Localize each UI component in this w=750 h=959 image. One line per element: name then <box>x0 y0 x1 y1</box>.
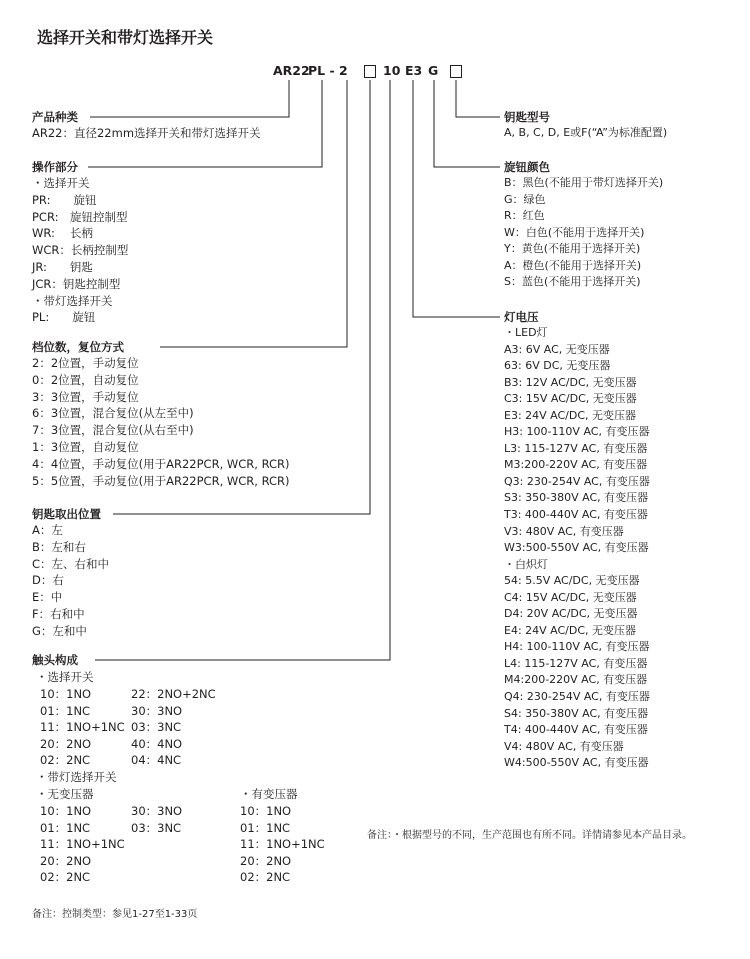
operation-heading: 操作部分 <box>32 160 78 174</box>
voltage-line: L4: 115-127V AC, 有变压器 <box>504 656 648 670</box>
section-voltage <box>504 309 650 772</box>
voltage-line: S3: 350-380V AC, 有变压器 <box>504 491 649 505</box>
knobcolor-line: R：红色 <box>504 209 545 223</box>
key-line: A：左 <box>32 523 63 537</box>
contact-cell: 11：1NO+1NC <box>40 720 125 735</box>
voltage-line: E4: 24V AC/DC, 无变压器 <box>504 623 637 637</box>
operation-line: ・带灯选择开关 <box>32 293 113 308</box>
voltage-line: 54: 5.5V AC/DC, 无变压器 <box>504 574 640 588</box>
operation-line: PR: 旋钮 <box>32 192 97 207</box>
voltage-line: B3: 12V AC/DC, 无变压器 <box>504 375 637 389</box>
knobcolor-line: G：绿色 <box>504 192 546 206</box>
position-line: 7：3位置，混合复位(从右至中) <box>32 423 194 438</box>
key-line: E：中 <box>32 590 63 605</box>
operation-line: WR: 长柄 <box>32 226 94 241</box>
voltage-line: A3: 6V AC, 无变压器 <box>504 342 610 356</box>
position-line: 6：3位置，混合复位(从左至中) <box>32 406 194 421</box>
contact-cell: 20：2NO <box>40 853 92 868</box>
voltage-line: M4:200-220V AC, 有变压器 <box>504 673 648 687</box>
page-title: 选择开关和带灯选择开关 <box>37 28 214 47</box>
position-line: 2：2位置，手动复位 <box>32 356 139 370</box>
contact-cell: 20：2NO <box>240 853 292 868</box>
contact-cell: 01：1NC <box>40 820 91 835</box>
code-series: AR22 <box>273 63 310 78</box>
voltage-line: Q4: 230-254V AC, 有变压器 <box>504 690 650 704</box>
section-keytype <box>504 109 667 142</box>
contact-sub-selector: ・选择开关 <box>36 670 94 684</box>
code-voltage: E3 <box>405 63 423 78</box>
knobcolor-line: Y：黄色(不能用于选择开关) <box>504 242 641 256</box>
contact-sub-transformer: ・有变压器 <box>240 787 298 801</box>
voltage-line: V3: 480V AC, 有变压器 <box>504 524 624 538</box>
contact-cell: 01：1NC <box>240 820 291 835</box>
contact-row <box>40 853 125 870</box>
keytype-heading: 钥匙型号 <box>504 110 550 124</box>
contact-heading: 触头构成 <box>32 653 78 667</box>
connector-keytype <box>456 80 500 117</box>
contact-row <box>40 703 183 720</box>
position-line: 3：3位置，手动复位 <box>32 389 139 404</box>
contact-row <box>40 836 125 853</box>
contact-cell: 02：2NC <box>240 870 291 885</box>
operation-line: JCR：钥匙控制型 <box>32 276 121 291</box>
code-contact: 10 <box>383 63 401 78</box>
voltage-line: T3: 400-440V AC, 有变压器 <box>504 508 648 522</box>
operation-line: PCR: 旋钮控制型 <box>32 209 128 224</box>
contact-cell: 11：1NO+1NC <box>240 837 325 852</box>
contact-grid-selector <box>40 686 216 769</box>
contact-cell: 40：4NO <box>131 736 183 751</box>
connector-knobcolor <box>434 80 500 167</box>
note-right: 备注：・根据型号的不同，生产范围也有所不同。详情请参见本产品目录。 <box>367 830 692 841</box>
key-heading: 钥匙取出位置 <box>32 507 101 521</box>
contact-row <box>40 803 183 820</box>
voltage-line: S4: 350-380V AC, 有变压器 <box>504 706 649 720</box>
position-line: 0：2位置，自动复位 <box>32 372 139 387</box>
voltage-line: ・LED灯 <box>504 326 548 339</box>
note-bottom: 备注：控制类型：参见1-27至1-33页 <box>32 909 198 920</box>
knobcolor-line: W：白色(不能用于选择开关) <box>504 225 645 239</box>
contact-grid-transformer <box>240 803 325 886</box>
product-line: AR22：直径22mm选择开关和带灯选择开关 <box>32 126 261 140</box>
voltage-line: L3: 115-127V AC, 有变压器 <box>504 441 648 455</box>
contact-cell: 20：2NO <box>40 736 92 751</box>
voltage-line: E3: 24V AC/DC, 无变压器 <box>504 408 637 422</box>
contact-cell: 10：1NO <box>240 804 292 818</box>
contact-cell: 02：2NC <box>40 753 91 768</box>
voltage-line: T4: 400-440V AC, 有变压器 <box>504 723 648 737</box>
key-line: B：左和右 <box>32 539 86 554</box>
operation-line: PL: 旋钮 <box>32 310 96 325</box>
voltage-line: W4:500-550V AC, 有变压器 <box>504 756 649 770</box>
code-keytype-box <box>450 65 462 78</box>
operation-line: WCR：长柄控制型 <box>32 243 129 258</box>
key-line: G：左和中 <box>32 623 87 638</box>
voltage-heading: 灯电压 <box>504 310 539 324</box>
key-line: C：左、右和中 <box>32 556 110 571</box>
code-key-box <box>364 65 376 78</box>
contact-cell: 10：1NO <box>40 687 92 701</box>
keytype-line: A, B, C, D, E或F(“A”为标准配置) <box>504 126 668 139</box>
knobcolor-heading: 旋钮颜色 <box>504 160 550 174</box>
operation-line: ・选择开关 <box>32 176 90 190</box>
knobcolor-line: A：橙色(不能用于选择开关) <box>504 258 642 272</box>
contact-cell: 30：3NO <box>131 804 183 818</box>
contact-grid-no-transformer <box>40 803 183 886</box>
section-operation <box>32 159 128 326</box>
position-line: 1：3位置，自动复位 <box>32 439 139 454</box>
voltage-line: H3: 100-110V AC, 有变压器 <box>504 425 650 439</box>
voltage-line: Q3: 230-254V AC, 有变压器 <box>504 474 650 488</box>
key-line: F：右和中 <box>32 606 85 621</box>
position-heading: 档位数，复位方式 <box>32 340 124 354</box>
contact-cell: 03：3NC <box>131 820 182 835</box>
contact-cell: 11：1NO+1NC <box>40 837 125 852</box>
contact-cell: 10：1NO <box>40 804 92 818</box>
contact-sub-no-transformer: ・无变压器 <box>36 787 94 801</box>
contact-row <box>40 869 125 886</box>
section-key-position <box>32 506 109 640</box>
voltage-line: W3:500-550V AC, 有变压器 <box>504 541 649 555</box>
code-operation: PL - 2 <box>308 63 348 78</box>
contact-cell: 02：2NC <box>40 870 91 885</box>
voltage-line: H4: 100-110V AC, 有变压器 <box>504 640 650 654</box>
knobcolor-line: B：黑色(不能用于带灯选择开关) <box>504 176 664 189</box>
contact-cell: 30：3NO <box>131 703 183 718</box>
contact-cell: 03：3NC <box>131 720 182 735</box>
contact-sub-illuminated: ・带灯选择开关 <box>36 770 117 784</box>
voltage-line: 63: 6V DC, 无变压器 <box>504 359 611 373</box>
contact-cell: 22：2NO+2NC <box>131 687 216 701</box>
position-line: 4：4位置，手动复位(用于AR22PCR, WCR, RCR) <box>32 456 290 471</box>
contact-row <box>40 719 182 736</box>
position-line: 5：5位置，手动复位(用于AR22PCR, WCR, RCR) <box>32 473 290 488</box>
contact-row <box>40 686 216 703</box>
section-product <box>32 109 261 142</box>
voltage-line: M3:200-220V AC, 有变压器 <box>504 458 648 472</box>
contact-row <box>40 736 183 753</box>
contact-cell: 04：4NC <box>131 753 182 768</box>
contact-row <box>40 820 182 837</box>
voltage-line: C3: 15V AC/DC, 无变压器 <box>504 392 637 406</box>
section-position <box>32 339 290 489</box>
contact-row <box>40 752 182 769</box>
voltage-line: V4: 480V AC, 有变压器 <box>504 739 624 753</box>
contact-cell: 01：1NC <box>40 703 91 718</box>
knobcolor-line: S：蓝色(不能用于选择开关) <box>504 275 641 289</box>
code-color: G <box>428 63 439 78</box>
voltage-line: ・白炽灯 <box>504 557 548 571</box>
key-line: D：右 <box>32 573 64 588</box>
operation-line: JR: 钥匙 <box>32 259 93 274</box>
voltage-line: C4: 15V AC/DC, 无变压器 <box>504 590 637 604</box>
product-heading: 产品种类 <box>32 110 78 124</box>
section-knobcolor <box>504 159 663 291</box>
voltage-line: D4: 20V AC/DC, 无变压器 <box>504 607 638 621</box>
